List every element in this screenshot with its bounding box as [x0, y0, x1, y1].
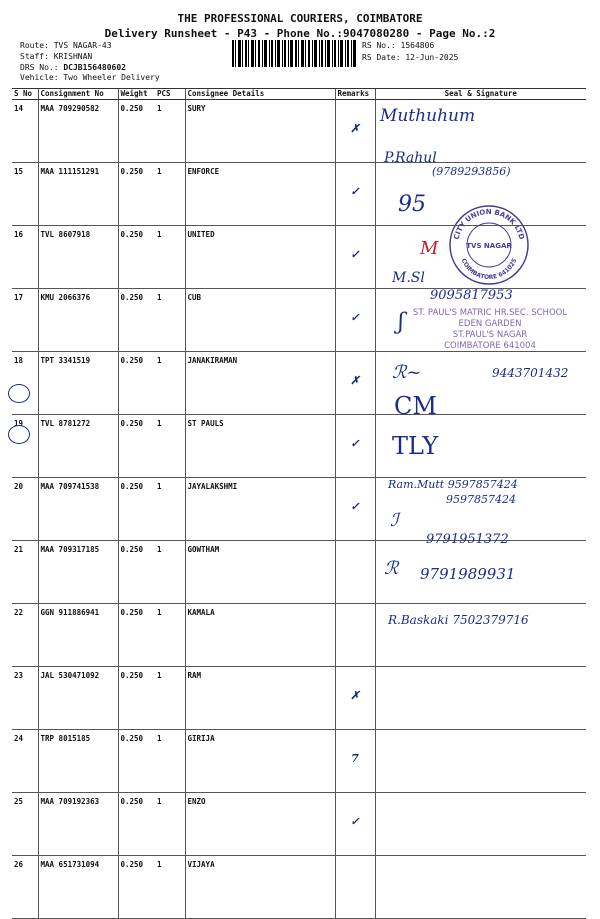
- signature-20: ℛ~: [392, 362, 422, 383]
- row-weight: 0.250: [118, 415, 155, 478]
- row-consignee: ENFORCE: [185, 163, 335, 226]
- row-consignment: MAA 709317185: [38, 541, 118, 604]
- table-row: [12, 415, 586, 478]
- row-sno: 17: [12, 289, 38, 352]
- table-row: [12, 352, 586, 415]
- table-header-row: [12, 89, 586, 100]
- row-sno: 14: [12, 100, 38, 163]
- drs-label: DRS No.:: [20, 63, 59, 72]
- row-remark: 7: [335, 730, 375, 793]
- row-consignment: MAA 709290582: [38, 100, 118, 163]
- phone-24: 9791951372: [426, 532, 509, 547]
- row-consignee: RAM: [185, 667, 335, 730]
- row-consignment: KMU 2066376: [38, 289, 118, 352]
- row-remark: ✓: [335, 226, 375, 289]
- row-sno: 25: [12, 793, 38, 856]
- table-row: [12, 856, 586, 919]
- table-row: [12, 730, 586, 793]
- row-sno: 24: [12, 730, 38, 793]
- row-sno: 21: [12, 541, 38, 604]
- row-pcs: 1: [155, 856, 185, 919]
- col-consignee: Consignee Details: [185, 89, 335, 100]
- row-pcs: 1: [155, 415, 185, 478]
- row-consignee: SURY: [185, 100, 335, 163]
- runsheet-title: Delivery Runsheet - P43 - Phone No.:9047080280 - Page No.:2: [104, 27, 496, 40]
- row-remark: ✗: [335, 667, 375, 730]
- signature-15: P.Rahul: [384, 150, 437, 166]
- row-pcs: 1: [155, 100, 185, 163]
- row-signature-cell: [375, 730, 586, 793]
- row-pcs: 1: [155, 667, 185, 730]
- row-weight: 0.250: [118, 100, 155, 163]
- row-remark: ✓: [335, 289, 375, 352]
- row-weight: 0.250: [118, 478, 155, 541]
- table-row: [12, 793, 586, 856]
- vehicle-label: Vehicle: Two Wheeler Delivery: [20, 73, 160, 82]
- row-weight: 0.250: [118, 163, 155, 226]
- row-consignment: TVL 8607918: [38, 226, 118, 289]
- rs-date: RS Date: 12-Jun-2025: [362, 53, 459, 62]
- signature-14: Muthuhum: [380, 106, 476, 126]
- row-sno: 23: [12, 667, 38, 730]
- svg-text:CITY UNION BANK LTD: [453, 208, 526, 241]
- bank-seal-bottom: COIMBATORE 641025: [459, 257, 519, 282]
- signature-21: CM: [394, 392, 437, 420]
- phone-25: 9791989931: [420, 565, 516, 583]
- row-signature-cell: [375, 856, 586, 919]
- school-stamp-line4: COIMBATORE 641004: [444, 341, 536, 351]
- phone-20: 9443701432: [492, 366, 569, 380]
- route-label: Route: TVS NAGAR-43: [20, 41, 112, 50]
- drs-value: DCJB156480602: [63, 63, 126, 72]
- row-consignment: TVL 8781272: [38, 415, 118, 478]
- signature-19: ʃ: [398, 310, 404, 335]
- row-weight: 0.250: [118, 793, 155, 856]
- drs-line: [20, 63, 126, 72]
- row-sno: 19: [12, 415, 38, 478]
- row-consignment: MAA 651731094: [38, 856, 118, 919]
- row-remark: ✓: [335, 415, 375, 478]
- row-weight: 0.250: [118, 226, 155, 289]
- row-weight: 0.250: [118, 541, 155, 604]
- bank-seal-top: CITY UNION BANK LTD: [452, 207, 526, 241]
- row-pcs: 1: [155, 541, 185, 604]
- row-pcs: 1: [155, 289, 185, 352]
- row-consignment: MAA 111151291: [38, 163, 118, 226]
- row-consignee: JAYALAKSHMI: [185, 478, 335, 541]
- col-weight: Weight: [118, 89, 155, 100]
- row-pcs: 1: [155, 478, 185, 541]
- row-sno: 22: [12, 604, 38, 667]
- row-remark: ✓: [335, 793, 375, 856]
- phone-23: 9597857424: [446, 493, 516, 506]
- row-pcs: 1: [155, 226, 185, 289]
- table-row: [12, 100, 586, 163]
- row-consignment: GGN 911886941: [38, 604, 118, 667]
- signature-23: Ram.Mutt 9597857424: [388, 478, 518, 491]
- row-weight: 0.250: [118, 730, 155, 793]
- row-sno: 15: [12, 163, 38, 226]
- row-consignee: CUB: [185, 289, 335, 352]
- school-stamp-line1: ST. PAUL'S MATRIC HR.SEC. SCHOOL: [412, 308, 568, 318]
- row-pcs: 1: [155, 793, 185, 856]
- phone-15: (9789293856): [432, 165, 511, 178]
- row-consignment: TPT 3341519: [38, 352, 118, 415]
- signature-16: 95: [398, 192, 426, 217]
- row-remark: ✗: [335, 352, 375, 415]
- row-consignee: UNITED: [185, 226, 335, 289]
- barcode: [232, 40, 356, 67]
- signature-26: R.Baskaki 7502379716: [388, 613, 529, 627]
- row-sno: 20: [12, 478, 38, 541]
- row-weight: 0.250: [118, 856, 155, 919]
- col-remarks: Remarks: [335, 89, 375, 100]
- col-pcs: PCS: [155, 89, 185, 100]
- row-consignment: JAL 530471092: [38, 667, 118, 730]
- row-sno: 16: [12, 226, 38, 289]
- row-pcs: 1: [155, 730, 185, 793]
- row-weight: 0.250: [118, 604, 155, 667]
- row-remark: [335, 541, 375, 604]
- company-title: THE PROFESSIONAL COURIERS, COIMBATORE: [177, 12, 423, 25]
- signature-22: TLY: [392, 432, 439, 460]
- row-weight: 0.250: [118, 352, 155, 415]
- phone-18: 9095817953: [430, 288, 513, 303]
- row-consignment: MAA 709741538: [38, 478, 118, 541]
- bank-seal: [448, 204, 530, 286]
- row-remark: ✓: [335, 478, 375, 541]
- row-sno: 26: [12, 856, 38, 919]
- row-pcs: 1: [155, 352, 185, 415]
- col-sno: S No: [12, 89, 38, 100]
- row-consignee: ENZO: [185, 793, 335, 856]
- row-remark: ✓: [335, 163, 375, 226]
- bank-seal-mid: TVS NAGAR: [466, 242, 512, 250]
- row-weight: 0.250: [118, 289, 155, 352]
- col-consignment: Consignment No: [38, 89, 118, 100]
- row-consignee: VIJAYA: [185, 856, 335, 919]
- row-pcs: 1: [155, 604, 185, 667]
- row-21-circle: [8, 384, 30, 403]
- row-signature-cell: [375, 667, 586, 730]
- row-remark: ✗: [335, 100, 375, 163]
- row-consignee: KAMALA: [185, 604, 335, 667]
- row-signature-cell: [375, 793, 586, 856]
- row-weight: 0.250: [118, 667, 155, 730]
- row-sno: 18: [12, 352, 38, 415]
- table-row: [12, 667, 586, 730]
- signature-18: M.Sl: [392, 270, 425, 286]
- rs-number: RS No.: 1564806: [362, 41, 435, 50]
- staff-label: Staff: KRISHNAN: [20, 52, 93, 61]
- signature-17: M: [420, 238, 439, 259]
- signature-25: ℛ: [384, 558, 399, 579]
- row-remark: [335, 604, 375, 667]
- row-consignee: ST PAULS: [185, 415, 335, 478]
- col-signature: Seal & Signature: [375, 89, 586, 100]
- school-stamp-line2: EDEN GARDEN: [458, 319, 522, 329]
- school-stamp-line3: ST.PAUL'S NAGAR: [452, 330, 528, 340]
- row-remark: [335, 856, 375, 919]
- row-pcs: 1: [155, 163, 185, 226]
- row-22-circle: [8, 425, 30, 444]
- school-stamp: [390, 308, 590, 352]
- row-consignment: TRP 8015185: [38, 730, 118, 793]
- row-consignee: GOWTHAM: [185, 541, 335, 604]
- signature-24: ℐ: [390, 510, 399, 531]
- row-consignee: GIRIJA: [185, 730, 335, 793]
- row-consignment: MAA 709192363: [38, 793, 118, 856]
- row-consignee: JANAKIRAMAN: [185, 352, 335, 415]
